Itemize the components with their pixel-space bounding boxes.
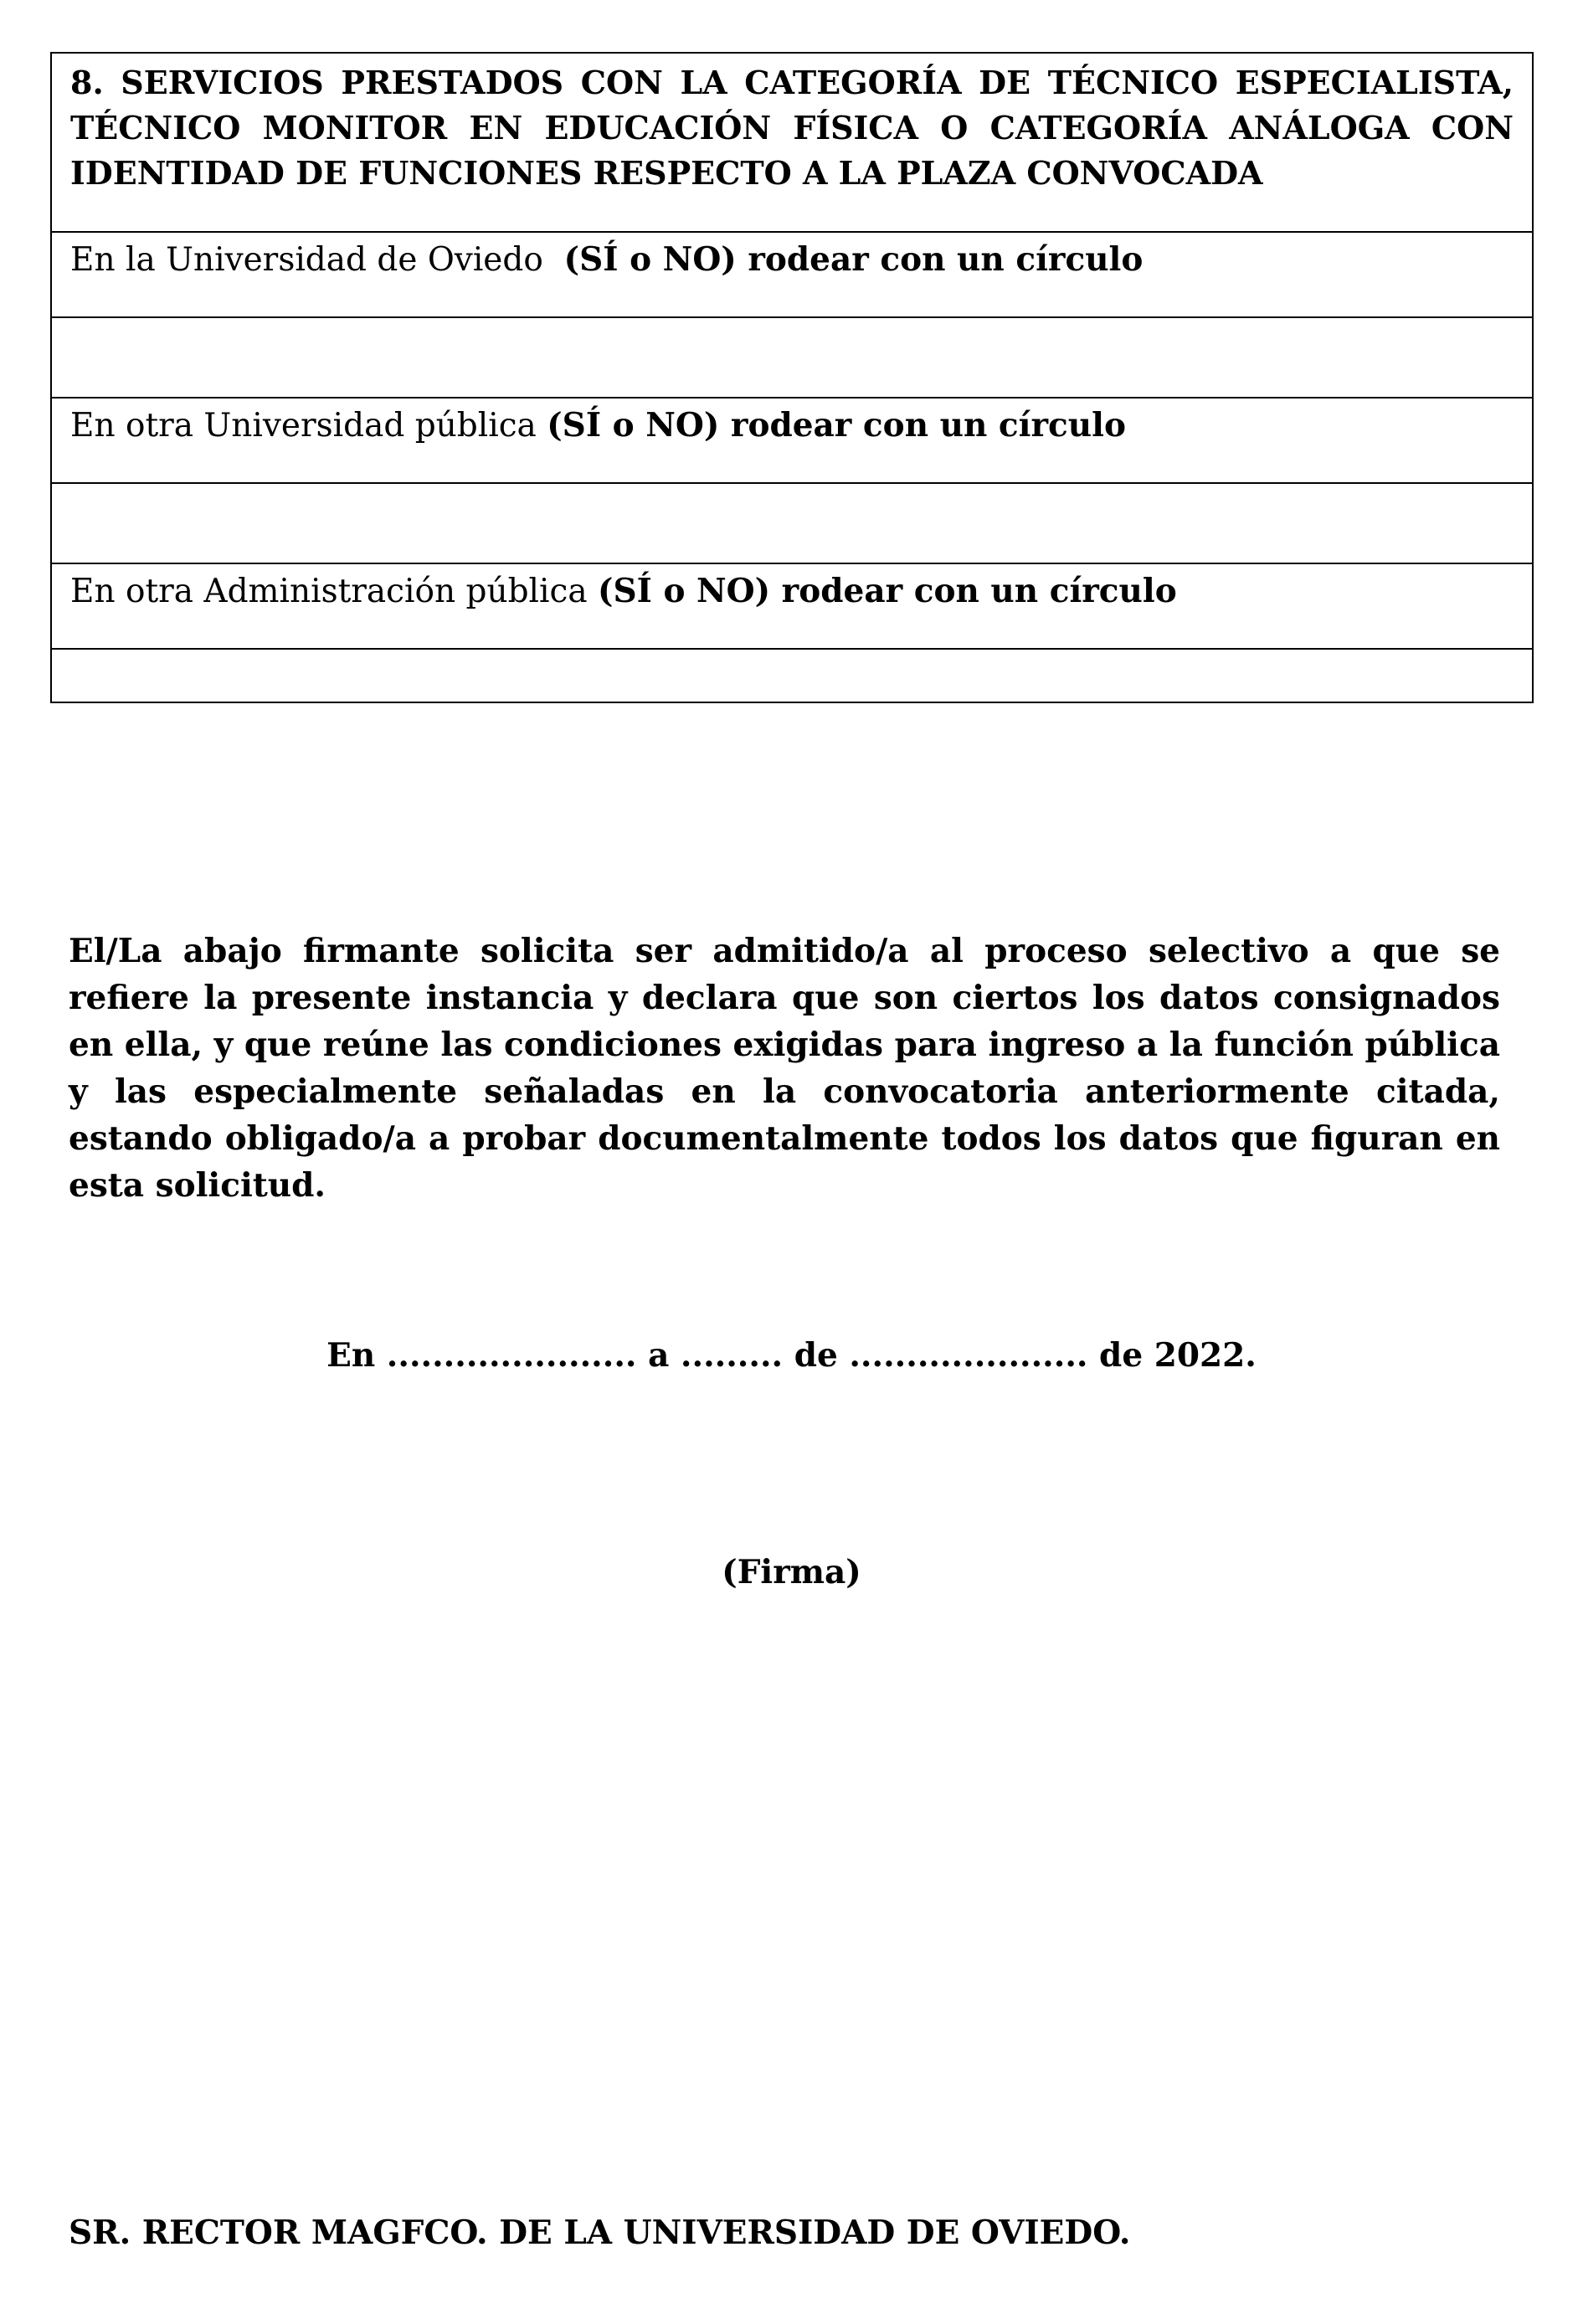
section-heading: 8. SERVICIOS PRESTADOS CON LA CATEGORÍA DE TÉCNICO ESPECIALISTA, TÉCNICO MONITOR EN EDUCACIÓN FÍSICA O CATEGORÍA ANÁLOGA CON IDENTIDAD DE FUNCIONES RESPECTO A LA PLAZA CONVOCADA [51,53,1533,232]
row-label-text: En otra Universidad pública [70,407,537,445]
answer-field-other-administration[interactable] [51,649,1533,702]
services-table [50,52,1534,703]
answer-field-other-university[interactable] [51,483,1533,563]
row-label-text: En otra Administración pública [70,573,588,610]
yes-no-choice[interactable]: (SÍ o NO) rodear con un círculo [563,240,1144,279]
yes-no-choice[interactable]: (SÍ o NO) rodear con un círculo [547,406,1126,445]
yes-no-choice[interactable]: (SÍ o NO) rodear con un círculo [598,572,1177,610]
date-line[interactable]: En ...................... a ......... de ..................... de 2022. [326,1336,1257,1375]
declaration-paragraph: El/La abajo firmante solicita ser admitido/a al proceso selectivo a que se refiere la presente instancia y declara que son ciertos los datos consignados en ella, y que reúne las condiciones exigidas para ingreso a la función pública y las especialmente señaladas en la convocatoria anteriormente citada, estando obligado/a a probar documentalmente todos los datos que figuran en esta solicitud. [69,932,1500,1205]
row-label-oviedo [51,232,1533,317]
row-label-other-administration [51,563,1533,649]
answer-field-oviedo[interactable] [51,317,1533,398]
row-label-text: En la Universidad de Oviedo [70,241,543,279]
signature-label: (Firma) [722,1553,861,1591]
addressee: SR. RECTOR MAGFCO. DE LA UNIVERSIDAD DE OVIEDO. [69,2213,1131,2252]
row-label-other-university [51,398,1533,483]
